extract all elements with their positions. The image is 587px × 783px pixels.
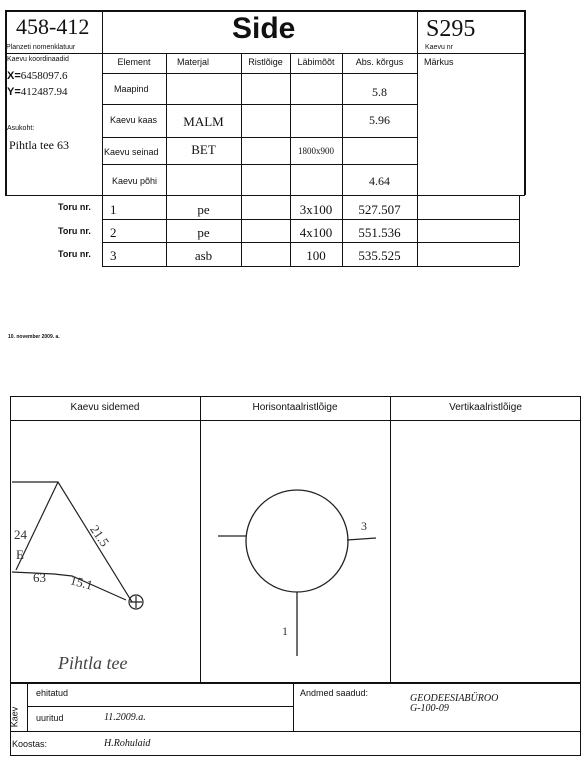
rule xyxy=(102,242,519,243)
sketch-label-15-1: 15.1 xyxy=(68,572,95,593)
well-number: S295 xyxy=(426,16,476,42)
row-diameter-walls: 1800x900 xyxy=(298,146,334,156)
manhole-cross xyxy=(130,596,142,608)
rule xyxy=(5,195,525,196)
pipe-height: 527.507 xyxy=(358,202,401,217)
measured-value: 11.2009.a. xyxy=(104,712,146,723)
y-label: Y= xyxy=(7,86,21,98)
rule xyxy=(27,683,28,731)
pipe-diameter: 100 xyxy=(306,248,326,263)
row-element-bottom: Kaevu põhi xyxy=(112,176,158,186)
rule xyxy=(102,219,519,220)
sketch-label-e: E xyxy=(16,547,24,562)
document-date: 10. november 2009. a. xyxy=(8,334,60,340)
measured-label: uuritud xyxy=(36,713,64,723)
data-source-label: Andmed saadud: xyxy=(300,688,369,698)
built-label: ehitatud xyxy=(36,688,69,698)
pipe-diameter: 4x100 xyxy=(299,225,333,240)
col-header-material: Materjal xyxy=(177,57,210,67)
data-source-value: GEODEESIABÜROO xyxy=(410,693,499,704)
row-height-bottom: 4.64 xyxy=(369,174,390,188)
pipe-line xyxy=(347,538,376,540)
panel-title-connections: Kaevu sidemed xyxy=(70,402,140,413)
y-value: 412487.94 xyxy=(20,86,68,98)
x-value: 6458097.6 xyxy=(20,70,68,82)
pipe-material: pe xyxy=(197,225,210,240)
pipe-label-3: 3 xyxy=(361,519,367,533)
address-value: Pihtla tee 63 xyxy=(9,138,69,152)
row-element-cover: Kaevu kaas xyxy=(110,115,158,125)
connections-sketch xyxy=(10,420,200,683)
well-caption: Kaevu nr xyxy=(425,44,454,51)
sketch-label-21-5: 21.5 xyxy=(87,522,113,550)
col-header-height: Abs. kõrgus xyxy=(355,57,404,67)
col-header-diameter: Läbimõõt xyxy=(297,57,335,67)
row-height-cover: 5.96 xyxy=(369,113,390,127)
row-element-ground: Maapind xyxy=(114,84,149,94)
pipe-diameter: 3x100 xyxy=(299,202,333,217)
rule xyxy=(102,10,103,266)
rule xyxy=(241,53,242,266)
pipe-material: pe xyxy=(197,202,210,217)
rule xyxy=(5,53,102,54)
rule xyxy=(102,104,417,105)
horizontal-section-sketch xyxy=(200,420,390,683)
pipe-nr: 2 xyxy=(110,225,117,240)
rule xyxy=(10,731,581,732)
col-header-section: Ristlõige xyxy=(248,57,283,67)
pipe-label: Toru nr. xyxy=(58,249,91,259)
col-header-element: Element xyxy=(117,57,151,67)
coordinates-label: Kaevu koordinaadid xyxy=(7,56,69,63)
pipe-label: Toru nr. xyxy=(58,226,91,236)
panel-title-vertical: Vertikaalristlõige xyxy=(449,402,522,413)
panel-title-horizontal: Horisontaalristlõige xyxy=(252,402,338,413)
row-element-walls: Kaevu seinad xyxy=(104,147,159,157)
rule xyxy=(390,396,391,683)
data-source-code: G-100-09 xyxy=(410,703,449,714)
address-label: Asukoht: xyxy=(7,125,35,132)
row-material-cover: MALM xyxy=(183,114,224,129)
sketch-street-label: Pihtla tee xyxy=(58,653,128,673)
x-label: X= xyxy=(7,70,21,82)
rule xyxy=(580,683,581,755)
pipe-height: 535.525 xyxy=(358,248,401,263)
pipe-material: asb xyxy=(194,248,213,263)
sketch-label-63: 63 xyxy=(33,570,46,585)
author-value: H.Rohulaid xyxy=(104,738,151,749)
pipe-label-1: 1 xyxy=(282,624,288,638)
map-caption: Planzeti nomenklatuur xyxy=(6,44,76,51)
pipe-nr: 3 xyxy=(110,248,117,263)
rule xyxy=(5,10,7,195)
rule xyxy=(417,10,418,266)
rule xyxy=(27,706,293,707)
page-title: Side xyxy=(232,12,296,45)
rule xyxy=(102,137,417,138)
rule xyxy=(102,73,417,74)
footer-side-label: Kaev xyxy=(9,706,20,728)
author-label: Koostas: xyxy=(12,739,48,749)
rule xyxy=(519,195,520,266)
sketch-label-24: 24 xyxy=(14,527,27,542)
y-coordinate xyxy=(7,86,68,98)
col-header-notes: Märkus xyxy=(424,57,454,67)
map-number: 458-412 xyxy=(16,14,90,39)
rule xyxy=(102,164,417,165)
row-material-walls: BET xyxy=(191,142,216,157)
well-circle xyxy=(246,490,348,592)
pipe-height: 551.536 xyxy=(358,225,401,240)
pipe-label: Toru nr. xyxy=(58,202,91,212)
rule xyxy=(10,683,581,684)
row-height-ground: 5.8 xyxy=(372,85,387,99)
pipe-nr: 1 xyxy=(110,202,117,217)
rule xyxy=(10,755,581,756)
rule xyxy=(524,10,526,195)
rule xyxy=(102,266,519,267)
rule xyxy=(293,683,294,731)
x-coordinate xyxy=(7,70,68,82)
